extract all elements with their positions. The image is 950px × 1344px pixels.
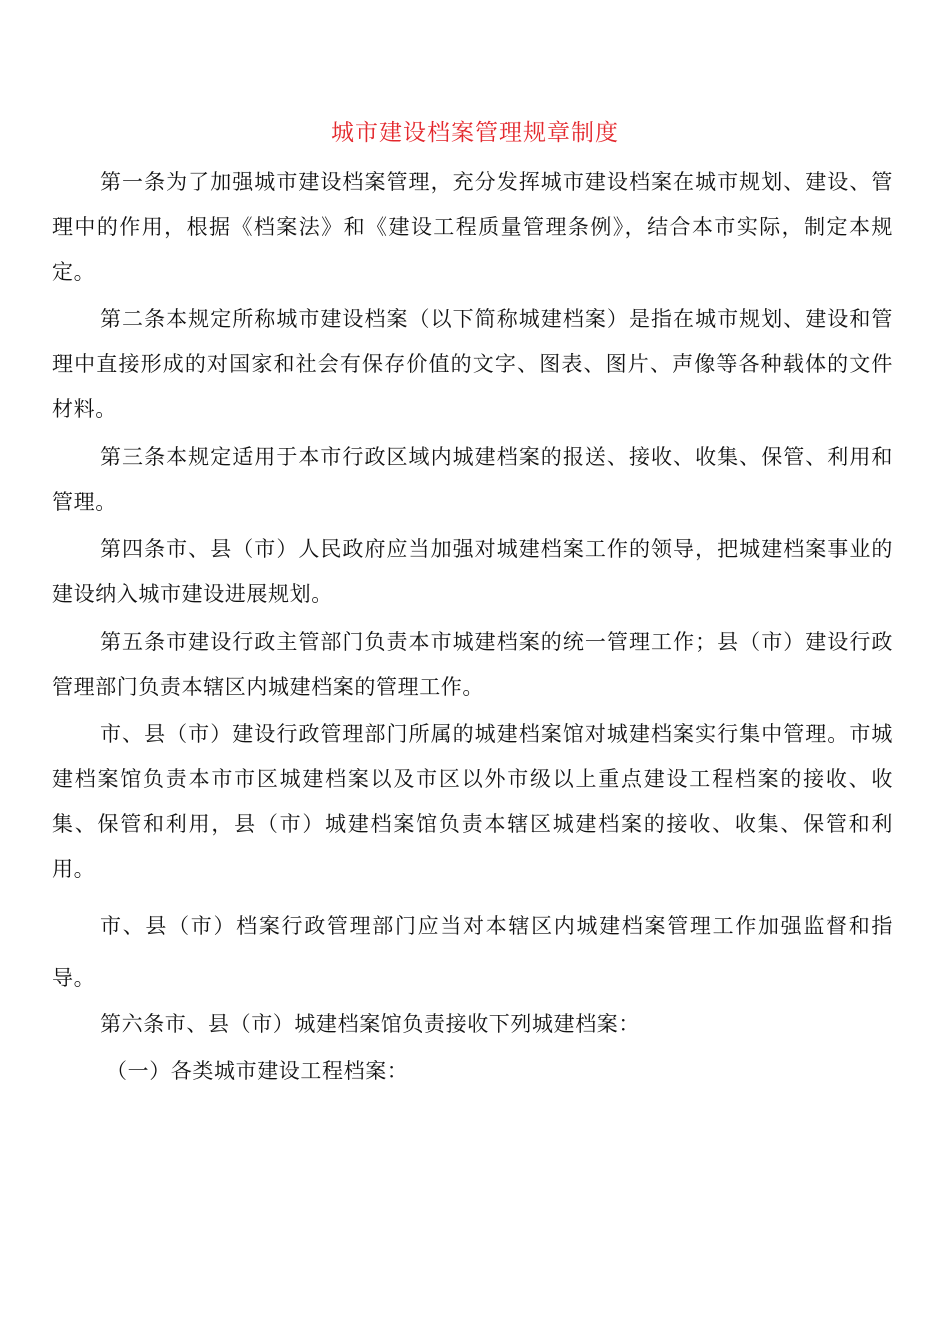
article-5-paragraph: 第五条市建设行政主管部门负责本市城建档案的统一管理工作；县（市）建设行政管理部门负责本辖区内城建档案的管理工作。 (52, 630, 893, 699)
article-6-item-1-paragraph: （一）各类城市建设工程档案： (106, 1059, 409, 1083)
article-6-paragraph: 第六条市、县（市）城建档案馆负责接收下列城建档案： (100, 1012, 640, 1036)
article-5-clause-2-paragraph: 市、县（市）建设行政管理部门所属的城建档案馆对城建档案实行集中管理。市城建档案馆负责本市市区城建档案以及市区以外市级以上重点建设工程档案的接收、收集、保管和利用，县（市）城建档案馆负责本辖区城建档案的接收、收集、保管和利用。 (52, 722, 893, 881)
article-2-paragraph: 第二条本规定所称城市建设档案（以下简称城建档案）是指在城市规划、建设和管理中直接形成的对国家和社会有保存价值的文字、图表、图片、声像等各种载体的文件材料。 (52, 307, 893, 421)
article-4-paragraph: 第四条市、县（市）人民政府应当加强对城建档案工作的领导，把城建档案事业的建设纳入城市建设进展规划。 (52, 537, 893, 606)
article-5-clause-3-paragraph: 市、县（市）档案行政管理部门应当对本辖区内城建档案管理工作加强监督和指导。 (52, 914, 893, 990)
article-1-paragraph: 第一条为了加强城市建设档案管理，充分发挥城市建设档案在城市规划、建设、管理中的作用，根据《档案法》和《建设工程质量管理条例》，结合本市实际，制定本规定。 (52, 170, 893, 284)
document-title: 城市建设档案管理规章制度 (331, 120, 619, 146)
article-3-paragraph: 第三条本规定适用于本市行政区域内城建档案的报送、接收、收集、保管、利用和管理。 (52, 445, 893, 514)
